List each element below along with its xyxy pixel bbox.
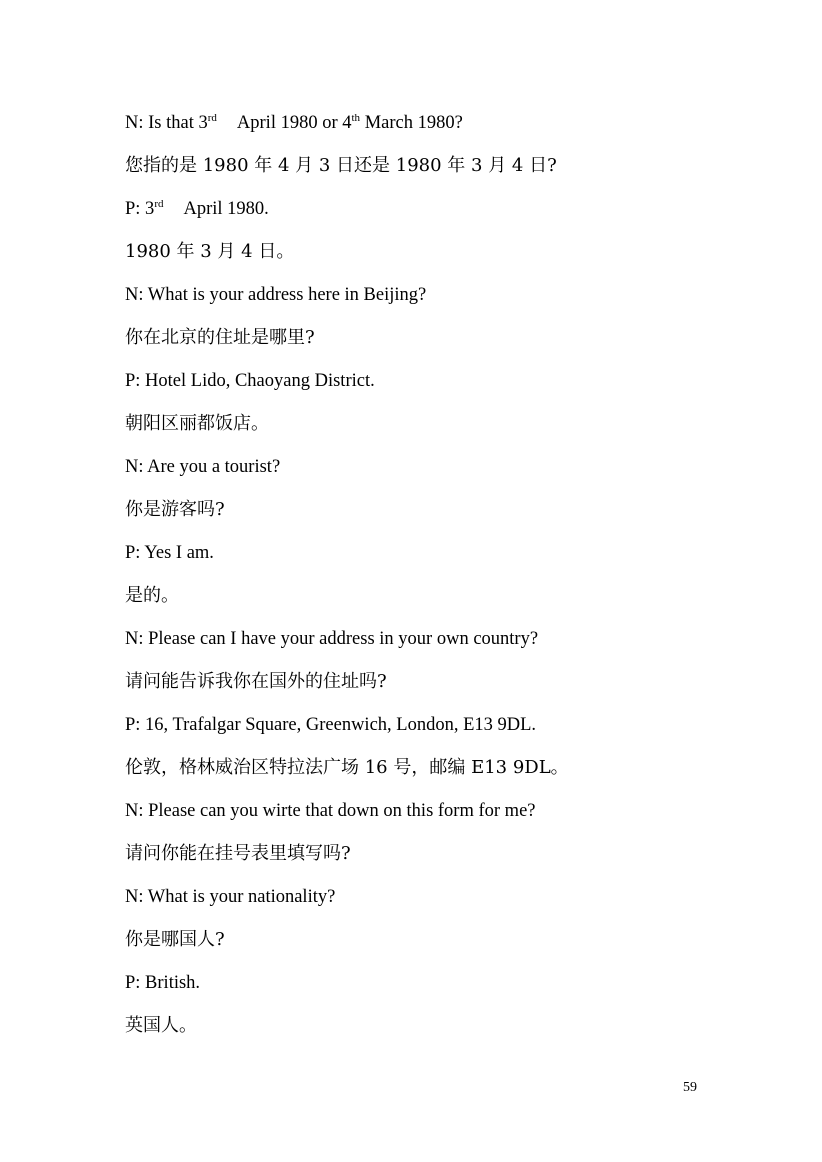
dialogue-line-11: P: Yes I am.	[125, 543, 214, 563]
dialogue-line-7: P: Hotel Lido, Chaoyang District.	[125, 371, 375, 391]
dialogue-line-5: N: What is your address here in Beijing?	[125, 285, 427, 305]
dialogue-line-12: 是的。	[125, 585, 179, 606]
dialogue-line-4: 1980 年 3 月 4 日。	[125, 241, 295, 262]
dialogue-line-3	[125, 194, 765, 237]
dialogue-line-13: N: Please can I have your address in your own country?	[125, 629, 539, 649]
line-1-text-c: April 1980 or 4	[236, 113, 352, 133]
page-number: 59	[683, 1080, 697, 1095]
dialogue-line-6: 你在北京的住址是哪里?	[125, 327, 315, 348]
dialogue-line-16: 伦敦，格林威治区特拉法广场 16 号，邮编 E13 9DL。	[125, 757, 569, 778]
dialogue-line-14: 请问能告诉我你在国外的住址吗?	[125, 671, 387, 692]
line-3-text-a: P: 3	[125, 199, 155, 219]
dialogue-line-20: 你是哪国人?	[125, 929, 225, 950]
dialogue-line-21: P: British.	[125, 973, 201, 993]
dialogue-line-8: 朝阳区丽都饭店。	[125, 413, 269, 434]
dialogue-line-22: 英国人。	[125, 1015, 197, 1036]
dialogue-line-9: N: Are you a tourist?	[125, 457, 281, 477]
line-1-ordinal-rd: rd	[207, 112, 217, 124]
line-1-ordinal-th: th	[351, 112, 361, 124]
dialogue-line-19: N: What is your nationality?	[125, 887, 336, 907]
line-3-text-c: April 1980.	[183, 199, 269, 219]
line-1-text-a: N: Is that 3	[125, 113, 208, 133]
dialogue-line-18: 请问你能在挂号表里填写吗?	[125, 843, 351, 864]
dialogue-line-10: 你是游客吗?	[125, 499, 225, 520]
dialogue-line-15: P: 16, Trafalgar Square, Greenwich, London, E13 9DL.	[125, 715, 537, 735]
dialogue-line-2: 您指的是 1980 年 4 月 3 日还是 1980 年 3 月 4 日?	[125, 155, 557, 176]
line-3-ordinal-rd: rd	[154, 198, 164, 210]
line-1-text-e: March 1980?	[360, 113, 463, 133]
dialogue-line-17: N: Please can you wirte that down on this form for me?	[125, 801, 536, 821]
dialogue-text	[125, 108, 765, 1054]
dialogue-line-1	[125, 108, 765, 151]
